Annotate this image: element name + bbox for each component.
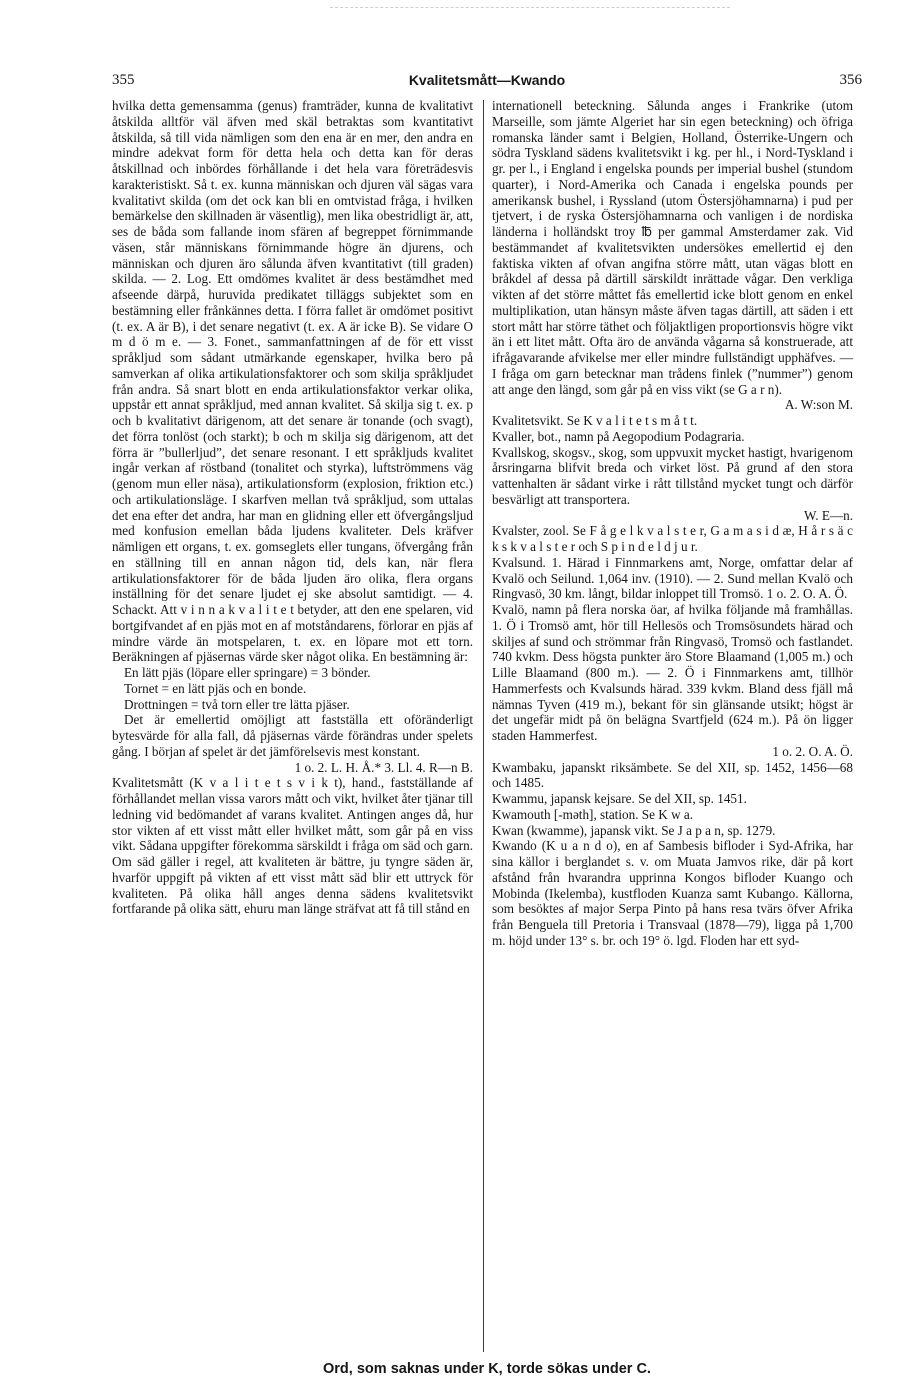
- entry-kvalitetsmatt-cont: internationell beteckning. Sålunda anges i Frankrike (utom Marseille, som jämte Algeriet har sin egen beteckning) och öfriga romanska länder samt i Belgien, Holland, Österrike-Ungern och södra Tyskland sädens kvalitetsvikt i kg. per hl., i Nord-Tyskland i gr. per l., i England i engelska pounds per imperial bushel (stundom quarter), i Nord-Amerika och Canada i engelska pounds per amerikansk bushel, i Ryssland (utom Östersjöhamnarna) i pud per tjetvert, i de ryska Östersjöhamnarna och vanligen i de nordiska länderna i holländskt troy ℔ per gammal Amsterdamer zak. Vid bestämmandet af kvalitetsvikten undersökes emellertid ej den faktiska vikten af ofvan angifna större mått, utan vägas blott en bråkdel af dessa på därtill särskildt inrättade vågar. Den verkliga vikten af det större måttet fås emellertid icke blott genom en enkel multiplikation, utan hänsyn måste äfven tagas därtill, att säden i ett stort mått har större täthet och följaktligen proportionsvis högre vikt än i ett litet mått. Ofta äro de använda vågarna så konstruerade, att ifrågavarande afvikelse mer eller mindre fullständigt upphäfves. — I fråga om garn betecknar man trådens finlek (”nummer”) genom att ange den längd, som går på en viss vikt (se G a r n).: [492, 98, 853, 397]
- page-number-left: 355: [112, 72, 135, 88]
- signature-awson: A. W:son M.: [784, 397, 853, 413]
- entry-kwando: Kwando (K u a n d o), en af Sambesis bifloder i Syd-Afrika, har sina källor i berglandet s. v. om Muata Jamvos rike, där på kort afstånd från hvarandra upprinna Kongos bifloder Kuango och Mobinda (Ikelemba), kustfloden Kuanza samt Kubango. Källorna, som besöktes af major Serpa Pinto på hans resa tvärs öfver Afrika från Benguela till Pretoria i Transvaal (1878—79), ligga på 1,700 m. höjd under 13° s. br. och 19° ö. lgd. Floden har ett syd-: [492, 838, 853, 948]
- chess-value-line-2: Tornet = en lätt pjäs och en bonde.: [124, 680, 307, 696]
- right-column: [492, 98, 853, 949]
- scan-edge-line: [330, 7, 730, 8]
- signature-oao: 1 o. 2. O. A. Ö.: [772, 743, 853, 759]
- entry-kvalitet-body: hvilka detta gemensamma (genus) framträder, kunna de kvalitativt åtskilda alltför väl äfven med skäl betraktas som kvantitativt åtskilda, så till vida nämligen som den ena är en mer, den andra en mindre adekvat form för detta hela och detta kan för deras åtskillnad och inbördes förhållande i det hela vara företrädesvis karakteristiskt. Så t. ex. kunna människan och djuren väl sägas vara kvalitativt skilda (om det ock kan bli en omtvistad fråga, i hvilken bemärkelse den skillnaden är väsentlig), men lika obestridligt är, att, ses de båda som fallande inom sfären af begreppet förnimmande väsen, står människans förnimmande högre än djurens, och människan och djuren äro sålunda äfven kvantitativt (till graden) skilda. — 2. Log. Ett omdömes kvalitet är dess bestämdhet med afseende därpå, huruvida predikatet tilläggs subjektet som en bestämning eller frånkännes detta. I förra fallet är omdömet positivt (t. ex. A är B), i det senare negativt (t. ex. A är icke B). Se vidare O m d ö m e. — 3. Fonet., sammanfattningen af de för ett visst språkljud som sådant utmärkande egenskaper, hvilka bero på samverkan af olika artikulationsfaktorer och som skilja språkljudet från andra. Så snart blott en enda artikulationsfaktor verkar olika, uppstår ett annat språkljud, med annan kvalitet. Så skilja sig t. ex. p och b kvalitativt därigenom, att det senare är tonande (och svagt), det förra tonlöst (och starkt); b och m skilja sig därigenom, att det förra är ”bullerljud”, det senare resonant. I ett språkljuds kvalitet ingår verkan af röstband (tonalitet och styrka), luftströmmens väg (genom mun eller näsa), artikulationsform (explosion, friktion etc.) och artikulationsläge. I skarfven mellan två språkljud, som uttalas det ena efter det andra, har man en glidning eller ett öfvergångsljud med konfusion emellan båda ljudens kvaliteter. Dels kräfver nämligen ett organs, t. ex. gomseglets eller tungans, öfvergång från en ställning till en annan någon tid, dels kan, när flera artikulationsfaktorer för de båda ljuden äro olika, flera organs inställning för det senare ljudet ej ske absolut samtidigt. — 4. Schackt. Att v i n n a k v a l i t e t betyder, att den ene spelaren, vid bortgifvandet af en pjäs mot en af motståndarens, förlorar en pjäs af mindre värde än motspelaren, t. ex. en löpare mot ett torn. Beräkningen af pjäsernas värde sker något olika. En bestämning är:: [112, 98, 473, 665]
- entry-kvalitet-closing: Det är emellertid omöjligt att fastställa ett oföränderligt bytesvärde för alla fall, då pjäsernas värde förändras under spelets gång. I början af spelet är det jämförelsevis mest konstant.: [112, 712, 473, 759]
- entry-kvalitet-signatures: 1 o. 2. L. H. Å.* 3. Ll. 4. R—n B.: [294, 759, 473, 775]
- entry-kwamouth: Kwamouth [-məth], station. Se K w a.: [492, 806, 694, 822]
- chess-value-line-3: Drottningen = två torn eller tre lätta pjäser.: [124, 696, 350, 712]
- chess-value-line-1: En lätt pjäs (löpare eller springare) = 3 bönder.: [124, 665, 371, 680]
- entry-kvalsund: Kvalsund. 1. Härad i Finnmarkens amt, Norge, omfattar delar af Kvalö och Seilund. 1,064 inv. (1910). — 2. Sund mellan Kvalö och Ringvasö, 30 km. långt, bildar inloppet till Tromsö. 1 o. 2. O. A. Ö.: [492, 554, 853, 602]
- entry-kvaller: Kvaller, bot., namn på Aegopodium Podagraria.: [492, 428, 745, 444]
- entry-kvalitetsvikt: Kvalitetsvikt. Se K v a l i t e t s m å t t.: [492, 413, 698, 428]
- entry-kwammu: Kwammu, japansk kejsare. Se del XII, sp. 1451.: [492, 791, 747, 806]
- entry-kwambaku: Kwambaku, japanskt riksämbete. Se del XII, sp. 1452, 1456—68 och 1485.: [492, 759, 853, 791]
- entry-kvallskog: Kvallskog, skogsv., skog, som uppvuxit mycket hastigt, hvarigenom årsringarna blifvit breda och virket löst. På grund af den stora vattenhalten är sådant virke i rått tillstånd mycket tungt och därför besvärligt att transportera.: [492, 444, 853, 507]
- entry-kvalo: Kvalö, namn på flera norska öar, af hvilka följande må framhållas. 1. Ö i Tromsö amt, hör till Hellesös och Tromsösundets härad och skiljes af sund och strömmar från Ringvasö, Tromsö och fastlandet. 740 kvkm. Dess högsta punkter äro Store Blaamand (1,005 m.) och Lille Blaamand (800 m.). — 2. Ö i Finnmarkens amt, tillhör Hammerfests och Kvalsunds härad. 339 kvkm. Bland dess fjäll må nämnas Tyven (419 m.), bekant för sin glänsande utsikt; högst är det ungefär midt på ön belägna Svartfjeld (624 m.). På ön ligger staden Hammerfest.: [492, 602, 853, 743]
- entry-kvalster: Kvalster, zool. Se F å g e l k v a l s t e r, G a m a s i d æ, H å r s ä c k s k v a l s t e r och S p i n d e l d j u r.: [492, 523, 853, 554]
- entry-kwan: Kwan (kwamme), japansk vikt. Se J a p a n, sp. 1279.: [492, 822, 776, 838]
- page-footer-note: Ord, som saknas under K, torde sökas under C.: [323, 1361, 651, 1377]
- signature-we: W. E—n.: [804, 507, 853, 523]
- running-title: Kvalitetsmått—Kwando: [408, 72, 566, 88]
- column-divider: [483, 100, 484, 1352]
- page-number-right: 356: [839, 72, 862, 88]
- page-header: [112, 72, 862, 92]
- left-column: [112, 98, 473, 917]
- entry-kvalitetsmatt: Kvalitetsmått (K v a l i t e t s v i k t), hand., fastställande af förhållandet mellan vissa varors mått och vikt, hvilket åter tjänar till ledning vid bedömandet af varans kvalitet. Antingen anges då, hur stor vikten af ett visst mått eller hvilket mått, som går på en viss vikt. Sådana uppgifter förekomma särskildt i fråga om säd och garn. Om säd gäller i regel, att kvaliteten är bättre, ju tyngre säden är, hvarför uppgift på vikten af ett visst mått säd blir ett uttryck för kvaliteten. På olika håll anges denna sädens kvalitetsvikt fortfarande på olika sätt, ehuru man länge sträfvat att få till stånd en: [112, 775, 473, 917]
